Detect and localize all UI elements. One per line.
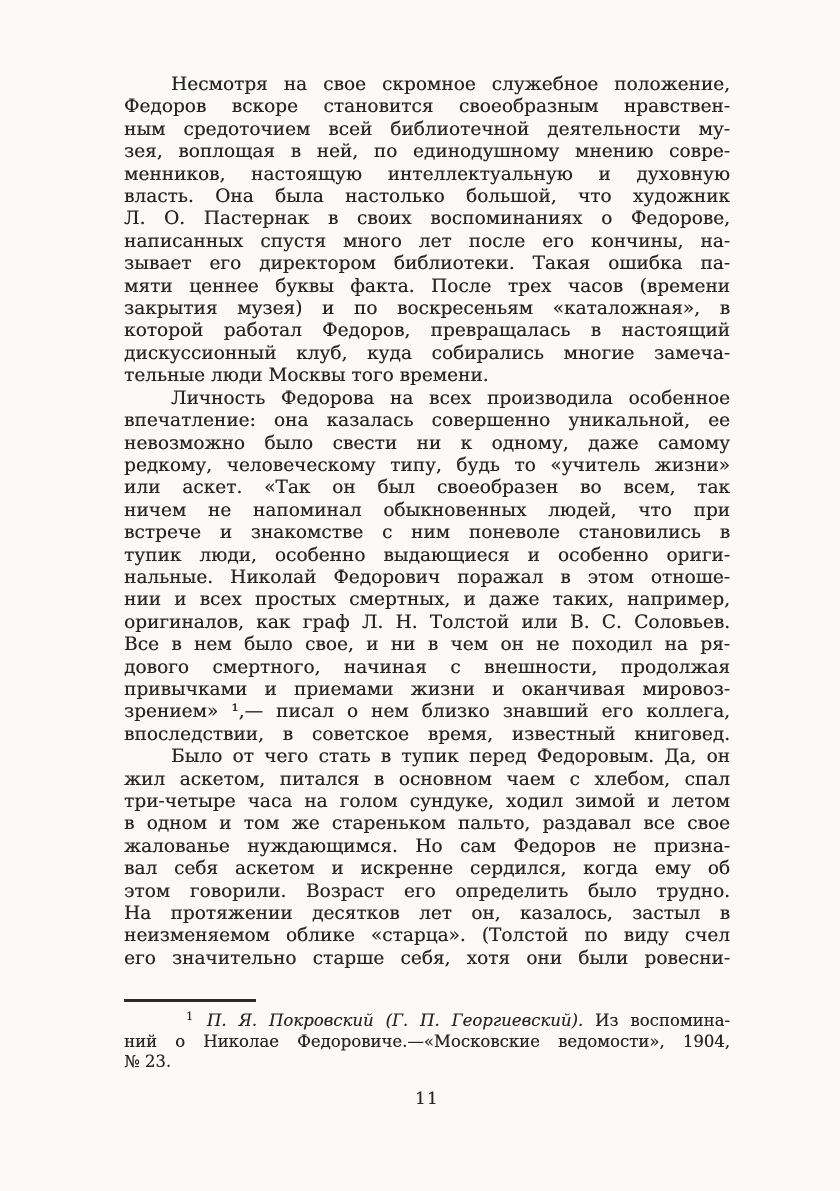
text-line: На протяжении десятков лет он, казалось, застыл в [124,903,730,925]
text-line: мяти ценнее буквы факта. После трех часов (времени [124,275,730,297]
text-line: написанных спустя много лет после его кончины, на- [124,230,730,252]
footnote-line [124,1011,730,1032]
text-line: оригиналов, как граф Л. Н. Толстой или В. С. Соловьев. [124,611,730,633]
text-line: привычками и приемами жизни и оканчивая мировоз- [124,678,730,700]
text-line: зея, воплощая в ней, по единодушному мнению совре- [124,141,730,163]
paragraph [124,746,730,970]
paragraph [124,74,730,388]
text-line: тупик люди, особенно выдающиеся и особенно ориги- [124,544,730,566]
text-line: три-четыре часа на голом сундуке, ходил зимой и летом [124,791,730,812]
text-line: нальные. Николай Федорович поражал в этом отноше- [124,566,730,588]
text-line: ничем не напоминал обыкновенных людей, что при [124,499,730,521]
text-line: жил аскетом, питался в основном чаем с хлебом, спал [124,768,730,790]
text-line: дискуссионный клуб, куда собирались многие замеча- [124,342,730,364]
text-line: невозможно было свести ни к одному, даже самому [124,432,730,454]
text-line: дового смертного, начиная с внешности, продолжая [124,656,730,678]
text-line: встрече и знакомстве с ним поневоле становились в [124,522,730,544]
footnote-marker: 1 [186,1009,193,1023]
text-line: закрытия музея) и по воскресеньям «каталожная», в [124,298,730,320]
text-line: Федоров вскоре становится своеобразным нравствен- [124,96,730,118]
text-line: Несмотря на свое скромное служебное положение, [171,74,730,95]
body-text [124,74,730,970]
text-line: впоследствии, в советское время, известный книговед. [124,723,730,745]
text-line: тельные люди Москвы того времени. [124,365,489,387]
text-line: Личность Федорова на всех производила особенное [171,387,730,409]
text-line: власть. Она была настолько большой, что художник [124,186,730,208]
text-line: ным средоточием всей библиотечной деятельности му- [124,118,730,140]
text-line: в одном и том же стареньком пальто, раздавал все свое [124,813,730,835]
text-line: впечатление: она казалась совершенно уникальной, ее [124,410,730,432]
text-line: Было от чего стать в тупик перед Федоровым. Да, он [171,746,730,768]
text-line: зывает его директором библиотеки. Такая ошибка па- [124,253,730,275]
text-line: его значительно старше себя, хотя они были ровесни- [124,947,730,969]
text-line: этом говорили. Возраст его определить было трудно. [124,880,730,902]
text-line: Все в нем было свое, и ни в чем он не походил на ря- [124,634,730,656]
text-line: жалованье нуждающимся. Но сам Федоров не призна- [124,835,730,857]
footnote-line: № 23. [124,1052,172,1072]
footnote-author: П. Я. Покровский (Г. П. Георгиевский). [206,1011,584,1031]
text-line: редкому, человеческому типу, будь то «учитель жизни» [124,454,730,476]
text-line: менников, настоящую интеллектуальную и духовную [124,163,730,185]
footnote-separator [124,999,256,1002]
footnote-text: Из воспомина- [595,1011,730,1031]
text-line: вал себя аскетом и искренне сердился, когда ему об [124,858,730,880]
paragraph [124,388,730,747]
page-number: 11 [415,1089,439,1109]
text-line: или аскет. «Так он был своеобразен во всем, так [124,477,730,499]
footnote-line: ний о Николае Федоровиче.—«Московские ведомости», 1904, [124,1031,730,1051]
footnote [124,1011,730,1073]
text-line: которой работал Федоров, превращалась в настоящий [124,320,730,342]
text-line: неизменяемом облике «старца». (Толстой по виду счел [124,925,730,947]
text-line: зрением» ¹,— писал о нем близко знавший его коллега, [124,701,730,723]
text-line: Л. О. Пастернак в своих воспоминаниях о Федорове, [124,208,730,230]
text-block [124,74,730,1108]
text-line: нии и всех простых смертных, и даже таких, например, [124,589,730,611]
